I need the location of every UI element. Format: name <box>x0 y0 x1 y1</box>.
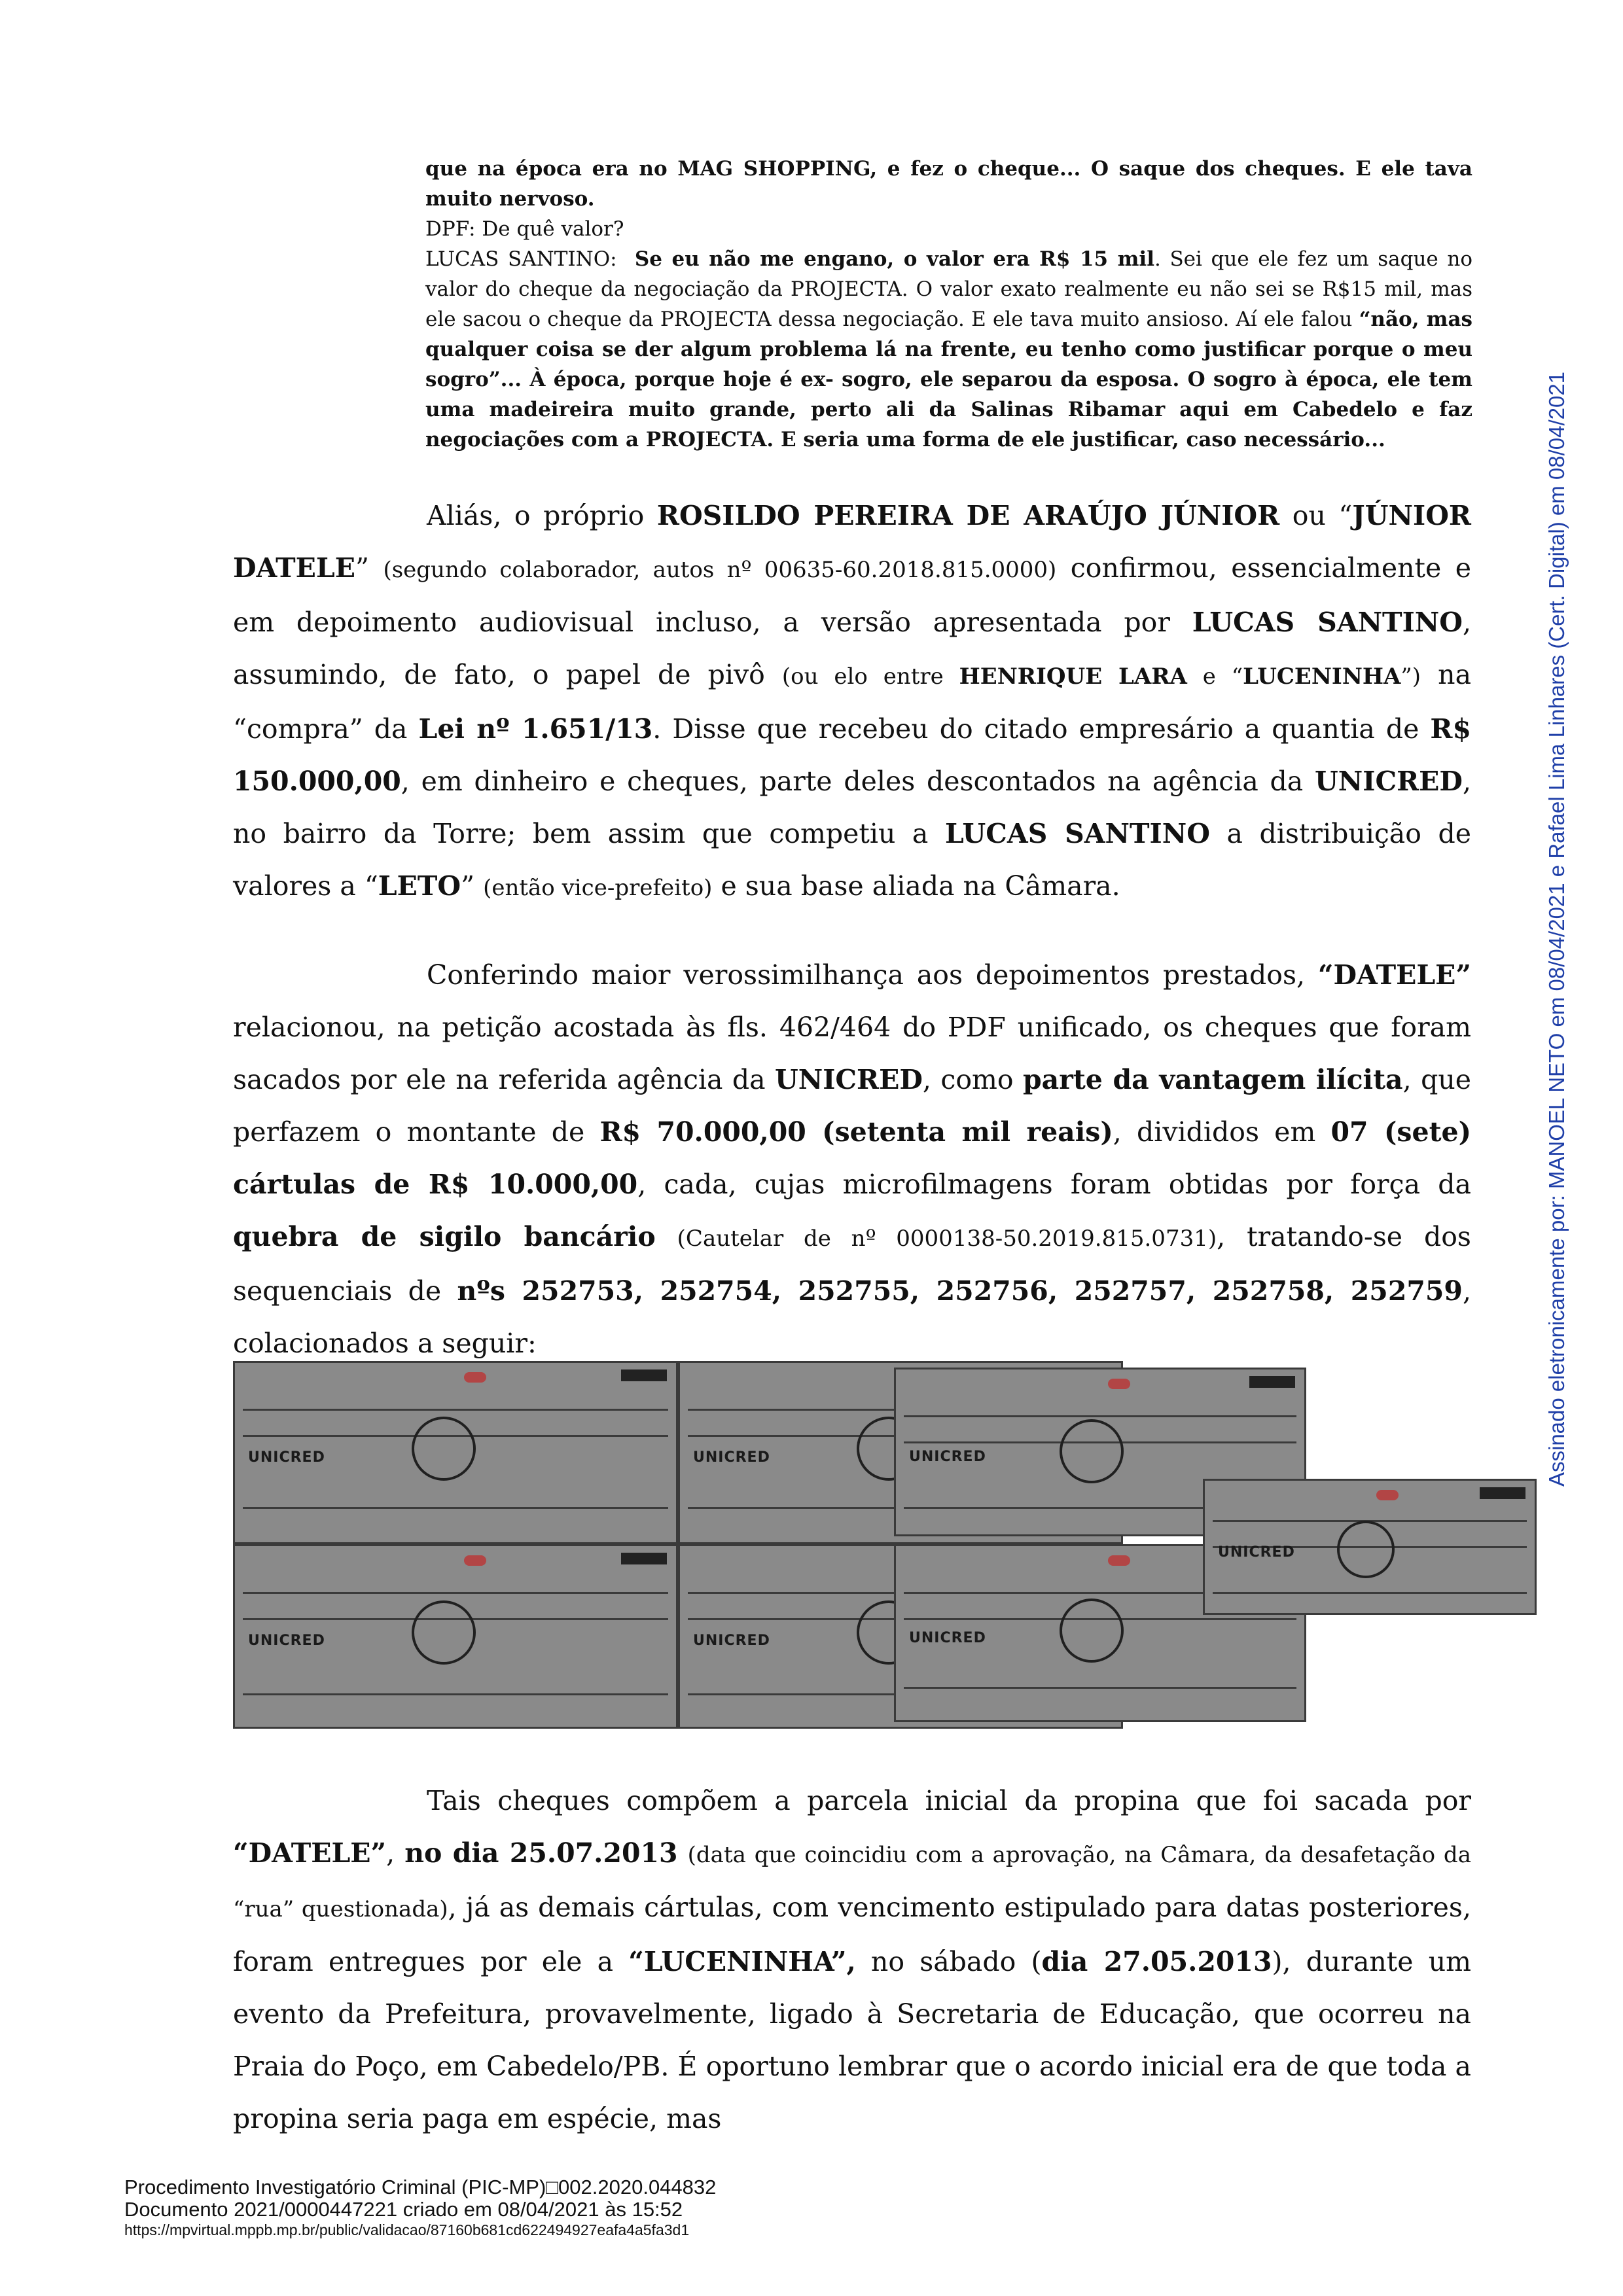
quote-line: que na época era no MAG SHOPPING, e fez o cheque... O saque dos cheques. E ele tava muito nervoso. <box>425 157 1472 211</box>
name-datele: “DATELE” <box>1317 959 1471 991</box>
footer-document: Documento 2021/0000447221 criado em 08/04/2021 às 15:52 <box>124 2198 683 2221</box>
amount: R$ 70.000,00 (setenta mil reais) <box>599 1116 1113 1148</box>
text: e sua base aliada na Câmara. <box>712 870 1120 902</box>
cheque-bank-logo: UNICRED <box>909 1629 986 1646</box>
date: dia 27.05.2013 <box>1041 1946 1272 1977</box>
text: , já as demais cártulas, com vencimento estipulado para datas posteriores, foram entregues por ele a <box>233 1892 1471 1977</box>
quote-bold: Se eu não me engano, o valor era R$ 15 mil <box>634 247 1154 271</box>
text: relacionou, na petição acostada às fls. 462/464 do PDF unificado, os cheques que foram sacados por ele na referida agência da <box>233 1012 1471 1095</box>
date-note: (data que coincidiu com a aprovação, na Câmara, da desafetação da “rua” questionada) <box>233 1842 1471 1922</box>
case-reference: (segundo colaborador, autos nº 00635-60.2018.815.0000) <box>383 557 1057 583</box>
emphasis: parte da vantagem ilícita <box>1022 1064 1403 1095</box>
text: a distribuição de valores a “ <box>233 818 1472 902</box>
text: e “ <box>1186 663 1243 690</box>
cheque-bank-logo: UNICRED <box>693 1633 770 1650</box>
text: (ou elo entre <box>781 663 959 690</box>
name-henrique-lara: HENRIQUE LARA <box>959 663 1187 690</box>
text: , em dinheiro e cheques, parte deles descontados na agência da <box>401 766 1315 797</box>
name-datele: “DATELE” <box>233 1837 387 1869</box>
name-lucas-santino: LUCAS SANTINO <box>944 818 1210 849</box>
paragraph-2 <box>233 949 1471 1369</box>
bank-name: UNICRED <box>1315 766 1463 797</box>
text: , tratando-se dos sequenciais de <box>233 1221 1471 1307</box>
text <box>656 1221 677 1252</box>
cheque-bank-logo: UNICRED <box>909 1448 986 1465</box>
text: , no bairro da Torre; bem assim que competiu a <box>233 766 1471 849</box>
cheque-bank-logo: UNICRED <box>1218 1544 1295 1561</box>
text: , cada, cujas microfilmagens foram obtidas por força da <box>637 1169 1471 1200</box>
text: , como <box>922 1064 1023 1095</box>
paragraph-3 <box>233 1775 1471 2145</box>
text: , colacionados a seguir: <box>233 1275 1471 1359</box>
text <box>678 1837 688 1869</box>
cheque-image <box>233 1544 678 1729</box>
text: , <box>386 1837 405 1869</box>
name-luceninha: LUCENINHA <box>1243 663 1401 690</box>
testimony-quote <box>425 154 1472 455</box>
footer-procedure: Procedimento Investigatório Criminal (PIC-MP)□002.2020.044832 <box>124 2176 717 2199</box>
text: Aliás, o próprio <box>427 500 657 531</box>
cheque-numbers: nºs 252753, 252754, 252755, 252756, 252757, 252758, 252759 <box>457 1275 1463 1307</box>
cheque-count: 07 (sete) cártulas de R$ 10.000,00 <box>233 1116 1471 1200</box>
cheque-bank-logo: UNICRED <box>248 1633 325 1650</box>
law-reference: Lei nº 1.651/13 <box>418 713 653 745</box>
text: Conferindo maior verossimilhança aos depoimentos prestados, <box>427 959 1318 991</box>
quote-answer <box>425 244 1472 455</box>
case-reference: (Cautelar de nº 0000138-50.2019.815.0731) <box>677 1226 1217 1252</box>
document-footer <box>124 2176 716 2239</box>
quote-question: DPF: De quê valor? <box>425 217 624 241</box>
text: . Disse que recebeu do citado empresário a quantia de <box>652 713 1431 745</box>
cheque-bank-logo: UNICRED <box>693 1449 770 1466</box>
quote-text: . Sei que ele fez um saque no valor do cheque da negociação da PROJECTA. O valor exato realmente eu não sei se R$15 mil, mas ele sacou o cheque da PROJECTA dessa negociação. E ele tava muito ansioso. Aí ele falou <box>425 247 1472 331</box>
text: Tais cheques compõem a parcela inicial da propina que foi sacada por <box>427 1785 1471 1816</box>
name-luceninha: “LUCENINHA”, <box>628 1946 856 1977</box>
text: ”) <box>1400 663 1421 690</box>
signature-text: Assinado eletronicamente por: MANOEL NETO em 08/04/2021 e Rafael Lima Linhares (Cert. Digital) em 08/04/2021 <box>1544 371 1569 1487</box>
emphasis: quebra de sigilo bancário <box>233 1221 656 1252</box>
cheque-bank-logo: UNICRED <box>248 1449 325 1466</box>
bank-name: UNICRED <box>775 1064 923 1095</box>
name-lucas-santino: LUCAS SANTINO <box>1192 607 1463 638</box>
text: ), durante um evento da Prefeitura, provavelmente, ligado à Secretaria de Educação, que ocorreu na Praia do Poço, em Cabedelo/PB. É oportuno lembrar que o acordo inicial era de que toda a propina seria paga em espécie, mas <box>233 1946 1471 2134</box>
text: , divididos em <box>1113 1116 1331 1148</box>
electronic-signature-stamp <box>1544 371 1581 1487</box>
name-leto: LETO <box>378 870 461 902</box>
text: ” <box>355 552 383 584</box>
name-junior-datele: JÚNIOR DATELE <box>233 500 1471 584</box>
cheque-microfilm-images <box>233 1361 1535 1727</box>
paragraph-1 <box>233 489 1471 914</box>
text: , que perfazem o montante de <box>233 1064 1471 1148</box>
date: no dia 25.07.2013 <box>404 1837 678 1869</box>
quote-bold: “não, mas qualquer coisa se der algum problema lá na frente, eu tenho como justificar porque o meu sogro”... À época, porque hoje é ex- sogro, ele separou da esposa. O sogro à época, ele tem uma madeireira muito grande, perto ali da Salinas Ribamar aqui em Cabedelo e faz negociações com a PROJECTA. E seria uma forma de ele justificar, caso necessário... <box>425 308 1472 451</box>
footer-validation-link[interactable]: https://mpvirtual.mppb.mp.br/public/validacao/87160b681cd622494927eafa4a5fa3d1 <box>124 2221 690 2238</box>
text: na “compra” da <box>233 659 1472 745</box>
quote-speaker: LUCAS SANTINO: <box>425 247 617 271</box>
role-note: (então vice-prefeito) <box>483 875 713 901</box>
text: confirmou, essencialmente e em depoimento audiovisual incluso, a versão apresentada por <box>233 552 1472 638</box>
text: , assumindo, de fato, o papel de pivô <box>233 607 1471 690</box>
text: ou “ <box>1279 500 1353 531</box>
text: no sábado ( <box>855 1946 1042 1977</box>
text: ” <box>461 870 484 902</box>
amount: R$ 150.000,00 <box>233 713 1471 797</box>
name-rosildo: ROSILDO PEREIRA DE ARAÚJO JÚNIOR <box>656 500 1280 531</box>
cheque-image <box>233 1361 678 1544</box>
cheque-image <box>1203 1479 1537 1615</box>
